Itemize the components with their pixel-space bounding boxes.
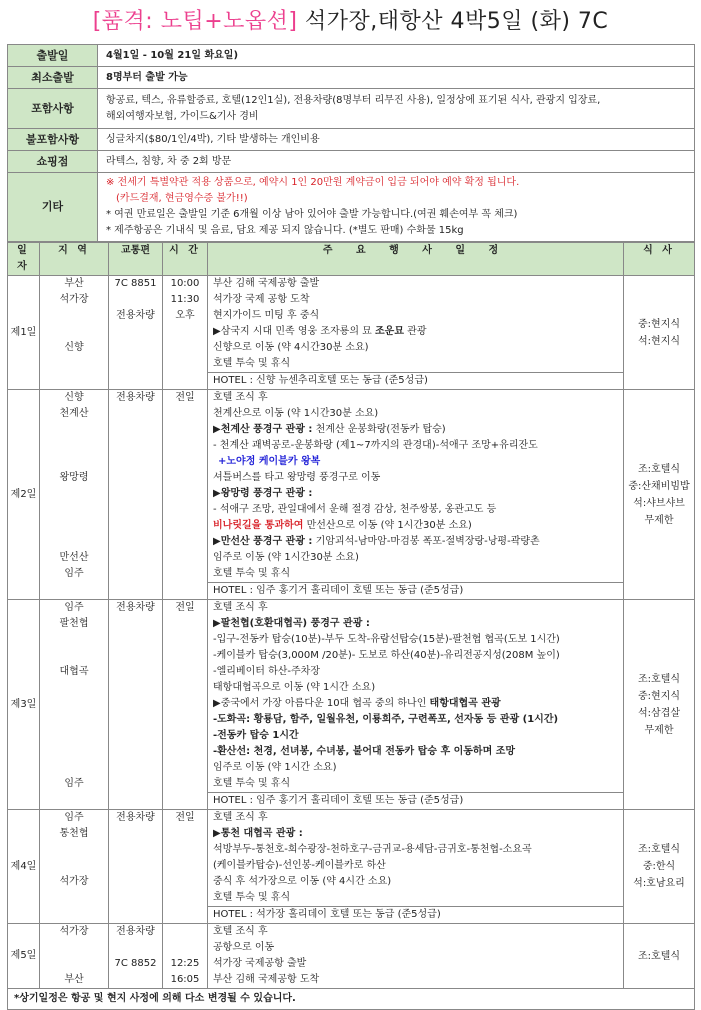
etc-line: (카드결재, 현금영수증 불가!!): [116, 193, 248, 204]
etc-line: ※ 전세기 특별약관 적용 상품으로, 예약시 1인 20만원 계약금이 입금 되어야 예약 확정 됩니다.: [106, 177, 520, 188]
place-cell: [40, 924, 109, 989]
place-line: 만선산: [59, 552, 89, 563]
meal-line: 조:호텔식: [637, 463, 680, 475]
header-schedule: 주 요 행 사 일 정: [208, 243, 624, 276]
transport-cell: [109, 276, 163, 390]
schedule-line: 신향으로 이동 (약 4시간30분 소요): [213, 342, 369, 353]
place-line: 석가장: [59, 294, 89, 305]
transport-cell: [109, 390, 163, 600]
info-row-shopping: [8, 151, 695, 173]
excluded-label: 불포함사항: [8, 129, 98, 151]
day-row: [8, 600, 695, 810]
info-table: [7, 44, 695, 242]
header-place: 지 역: [40, 243, 109, 276]
place-line: 부산: [64, 974, 84, 985]
header-meal: 식 사: [624, 243, 695, 276]
time-line: 16:05: [170, 974, 200, 985]
transport-line: 7C 8852: [114, 958, 157, 969]
schedule-line: 호텔 조식 후: [213, 812, 268, 823]
schedule-cell: [208, 276, 624, 390]
place-line: 팔천협: [59, 618, 89, 629]
schedule-cell: [208, 810, 624, 924]
etc-line: * 여권 만료일은 출발일 기준 6개월 이상 남아 있어야 출발 가능합니다.(여권 훼손여부 꼭 체크): [106, 209, 518, 220]
transport-line: 전용차량: [116, 602, 155, 613]
header-day: 일 자: [8, 243, 40, 276]
schedule-line: 호텔 투숙 및 휴식: [213, 778, 291, 789]
schedule-line: -입구-전동카 탑승(10분)-부두 도착-유람선탑승(15분)-팔천협 협곡(도보 1시간): [213, 634, 560, 645]
day-row: [8, 810, 695, 924]
day-row: [8, 390, 695, 600]
place-line: 천계산: [59, 408, 89, 419]
meal-line: 중:한식: [642, 861, 676, 872]
time-line: 12:25: [170, 958, 200, 969]
header-transport: 교통편: [109, 243, 163, 276]
schedule-line: 석방부두-통천호-희수광장-천하호구-금귀교-용세담-금귀호-통천협-소요곡: [213, 844, 532, 855]
time-line: 11:30: [170, 294, 200, 305]
meal-line: 석:샤브샤브: [633, 497, 685, 509]
schedule-line: 부산 김해 국제공항 도착: [213, 974, 320, 985]
schedule-line: -케이블카 탑승(3,000M /20분)- 도보로 하산(40분)-유리전공지성(208M 높이): [213, 650, 560, 661]
schedule-line: 호텔 조식 후: [213, 926, 268, 937]
shopping-value: 라텍스, 침향, 차 중 2회 방문: [98, 151, 695, 173]
info-row-departure: [8, 45, 695, 67]
schedule-line: -도화곡: 황룡담, 함주, 일월유천, 이룡희주, 구련폭포, 선자동 등 관광 (1시간): [213, 714, 559, 725]
schedule-cell: [208, 600, 624, 810]
place-line: 임주: [64, 812, 84, 823]
departure-label: 출발일: [8, 45, 98, 67]
place-cell: [40, 276, 109, 390]
transport-line: 전용차량: [116, 310, 155, 321]
schedule-line: ▶왕망령 풍경구 관광 :: [213, 488, 313, 499]
highlight-text: 조운묘: [375, 326, 404, 337]
title-main: 석가장,태항산 4박5일 (화) 7C: [305, 9, 609, 34]
footer-row: [8, 989, 695, 1010]
meal-cell: [624, 390, 695, 600]
schedule-line: ▶팔천협(호환대협곡) 풍경구 관광 :: [213, 618, 370, 629]
info-row-etc: [8, 173, 695, 242]
meal-cell: [624, 810, 695, 924]
etc-value: [98, 173, 695, 242]
hotel-line: HOTEL : 신향 뉴센추리호텔 또는 동급 (준5성급): [208, 372, 623, 389]
highlight-text: 태항대협곡 관광: [429, 698, 501, 709]
meal-line: 중:현지식: [637, 318, 680, 330]
place-line: 부산: [64, 278, 84, 289]
schedule-line: 셔틀버스를 타고 왕망령 풍경구로 이동: [213, 472, 381, 483]
header-time: 시 간: [163, 243, 208, 276]
schedule-line: ▶삼국지 시대 민족 영웅 조자룡의 묘 조운묘 관광: [213, 326, 427, 337]
schedule-line: 임주로 이동 (약 1시간30분 소요): [213, 552, 359, 563]
excluded-value: 싱글차지($80/1인/4박), 기타 발생하는 개인비용: [98, 129, 695, 151]
schedule-cell: [208, 390, 624, 600]
schedule-line: 중식 후 석가장으로 이동 (약 4시간 소요): [213, 876, 392, 887]
transport-cell: [109, 924, 163, 989]
etc-line: * 제주항공은 기내식 및 음료, 담요 제공 되지 않습니다. (*별도 판매) 수화물 15kg: [106, 225, 464, 236]
place-line: 석가장: [59, 876, 89, 887]
time-line: 전일: [175, 812, 195, 823]
min-value: 8명부터 출발 가능: [98, 67, 695, 89]
place-cell: [40, 600, 109, 810]
departure-value: 4월1일 - 10월 21일 화요일): [98, 45, 695, 67]
schedule-line: 호텔 투숙 및 휴식: [213, 358, 291, 369]
transport-line: 전용차량: [116, 926, 155, 937]
included-label: 포함사항: [8, 89, 98, 129]
schedule-line: 공항으로 이동: [213, 942, 275, 953]
hotel-line: HOTEL : 석가장 홀리데이 호텔 또는 동급 (준5성급): [208, 906, 623, 923]
transport-line: 7C 8851: [114, 278, 157, 289]
schedule-line: ▶만선산 풍경구 관광 : 기암괴석-남마암-마검봉 폭포-절벽장랑-낭평-곽량촌: [213, 536, 540, 547]
hotel-line: HOTEL : 임주 홍기거 홀리데이 호텔 또는 동급 (준5성급): [208, 582, 623, 599]
meal-cell: [624, 600, 695, 810]
place-line: 임주: [64, 778, 84, 789]
info-row-included: [8, 89, 695, 129]
footer-note: *상기일정은 항공 및 현지 사정에 의해 다소 변경될 수 있습니다.: [8, 989, 695, 1010]
time-line: 10:00: [170, 278, 200, 289]
time-line: 오후: [175, 310, 195, 321]
page-title: [0, 0, 701, 44]
meal-cell: [624, 276, 695, 390]
included-value: [98, 89, 695, 129]
day-label: 제2일: [8, 390, 40, 600]
place-line: 통천협: [59, 828, 89, 839]
meal-line: 석:현지식: [637, 335, 680, 347]
schedule-line: 호텔 투숙 및 휴식: [213, 568, 291, 579]
day-row: [8, 276, 695, 390]
time-cell: [163, 276, 208, 390]
time-cell: [163, 600, 208, 810]
highlight-text: 비나릿길을 통과하여: [213, 520, 304, 531]
time-cell: [163, 390, 208, 600]
meal-line: 석:호남요리: [633, 878, 685, 889]
schedule-line: -엘리베이터 하산-주차장: [213, 666, 320, 677]
place-line: 대협곡: [59, 666, 89, 677]
meal-line: 조:호텔식: [637, 950, 680, 962]
schedule-line: 임주로 이동 (약 1시간 소요): [213, 762, 337, 773]
day-label: 제3일: [8, 600, 40, 810]
info-row-excluded: [8, 129, 695, 151]
place-line: 왕망령: [59, 472, 89, 483]
place-cell: [40, 810, 109, 924]
day-label: 제5일: [8, 924, 40, 989]
place-line: 임주: [64, 602, 84, 613]
min-label: 최소출발: [8, 67, 98, 89]
schedule-cell: [208, 924, 624, 989]
schedule-line: (케이블카탑승)-선인봉-케이블카로 하산: [213, 860, 386, 871]
place-line: 신향: [64, 342, 84, 353]
time-line: 전일: [175, 602, 195, 613]
included-line: 항공료, 텍스, 유류할증료, 호텔(12인1실), 전용차량(8명부터 리무진 사용), 일정상에 표기된 식사, 관광지 입장료,: [106, 94, 601, 106]
meal-cell: [624, 924, 695, 989]
included-line: 해외여행자보험, 가이드&기사 경비: [106, 110, 259, 122]
schedule-line: +노야정 케이블카 왕복: [218, 456, 321, 467]
schedule-line: - 석애구 조망, 관일대에서 운해 절경 감상, 천주쌍봉, 옹관고도 등: [213, 504, 497, 515]
schedule-line: ▶중국에서 가장 아름다운 10대 협곡 중의 하나인 태항대협곡 관광: [213, 698, 501, 709]
schedule-line: ▶통천 대협곡 관광 :: [213, 828, 303, 839]
schedule-line: 비나릿길을 통과하여 만선산으로 이동 (약 1시간30분 소요): [213, 520, 472, 531]
schedule-line: 석가장 국제 공항 도착: [213, 294, 310, 305]
info-row-min: [8, 67, 695, 89]
time-line: 전일: [175, 392, 195, 403]
place-line: 임주: [64, 568, 84, 579]
meal-line: 중:현지식: [637, 690, 680, 702]
schedule-line: 석가장 국제공항 출발: [213, 958, 307, 969]
meal-line: 무제한: [644, 724, 674, 736]
transport-line: 전용차량: [116, 392, 155, 403]
meal-line: 조:호텔식: [637, 844, 680, 855]
itinerary-header: [8, 243, 695, 276]
schedule-line: ▶천계산 풍경구 관광 : 천계산 운봉화랑(전동카 탑승): [213, 424, 446, 435]
hotel-line: HOTEL : 임주 홍기거 홀리데이 호텔 또는 동급 (준5성급): [208, 792, 623, 809]
schedule-line: -환산선: 천경, 선녀봉, 수녀봉, 불어대 전동카 탑승 후 이동하며 조망: [213, 746, 516, 757]
day-row: [8, 924, 695, 989]
transport-cell: [109, 810, 163, 924]
shopping-label: 쇼핑점: [8, 151, 98, 173]
day-label: 제4일: [8, 810, 40, 924]
schedule-line: -전동카 탑승 1시간: [213, 730, 299, 741]
title-tag: [품격: 노팁+노옵션]: [92, 9, 298, 34]
schedule-line: - 천계산 괘벽공로-운봉화랑 (제1~7까지의 관경대)-석애구 조망+유리잔도: [213, 440, 538, 451]
schedule-line: 호텔 조식 후: [213, 392, 268, 403]
meal-line: 무제한: [644, 514, 674, 526]
day-label: 제1일: [8, 276, 40, 390]
place-cell: [40, 390, 109, 600]
transport-cell: [109, 600, 163, 810]
schedule-line: 호텔 투숙 및 휴식: [213, 892, 291, 903]
place-line: 신향: [64, 392, 84, 403]
itinerary-table: [7, 242, 695, 1010]
highlight-text: ▶천계산 풍경구 관광 :: [213, 424, 313, 435]
transport-line: 전용차량: [116, 812, 155, 823]
schedule-line: 천계산으로 이동 (약 1시간30분 소요): [213, 408, 379, 419]
schedule-line: 호텔 조식 후: [213, 602, 268, 613]
meal-line: 석:삼겹살: [637, 707, 680, 719]
meal-line: 중:산채비빔밥: [628, 480, 690, 492]
schedule-line: 태항대협곡으로 이동 (약 1시간 소요): [213, 682, 376, 693]
schedule-line: 현지가이드 미팅 후 중식: [213, 310, 320, 321]
place-line: 석가장: [59, 926, 89, 937]
highlight-text: ▶만선산 풍경구 관광 :: [213, 536, 313, 547]
etc-label: 기타: [8, 173, 98, 242]
schedule-line: 부산 김해 국제공항 출발: [213, 278, 320, 289]
meal-line: 조:호텔식: [637, 673, 680, 685]
time-cell: [163, 810, 208, 924]
time-cell: [163, 924, 208, 989]
